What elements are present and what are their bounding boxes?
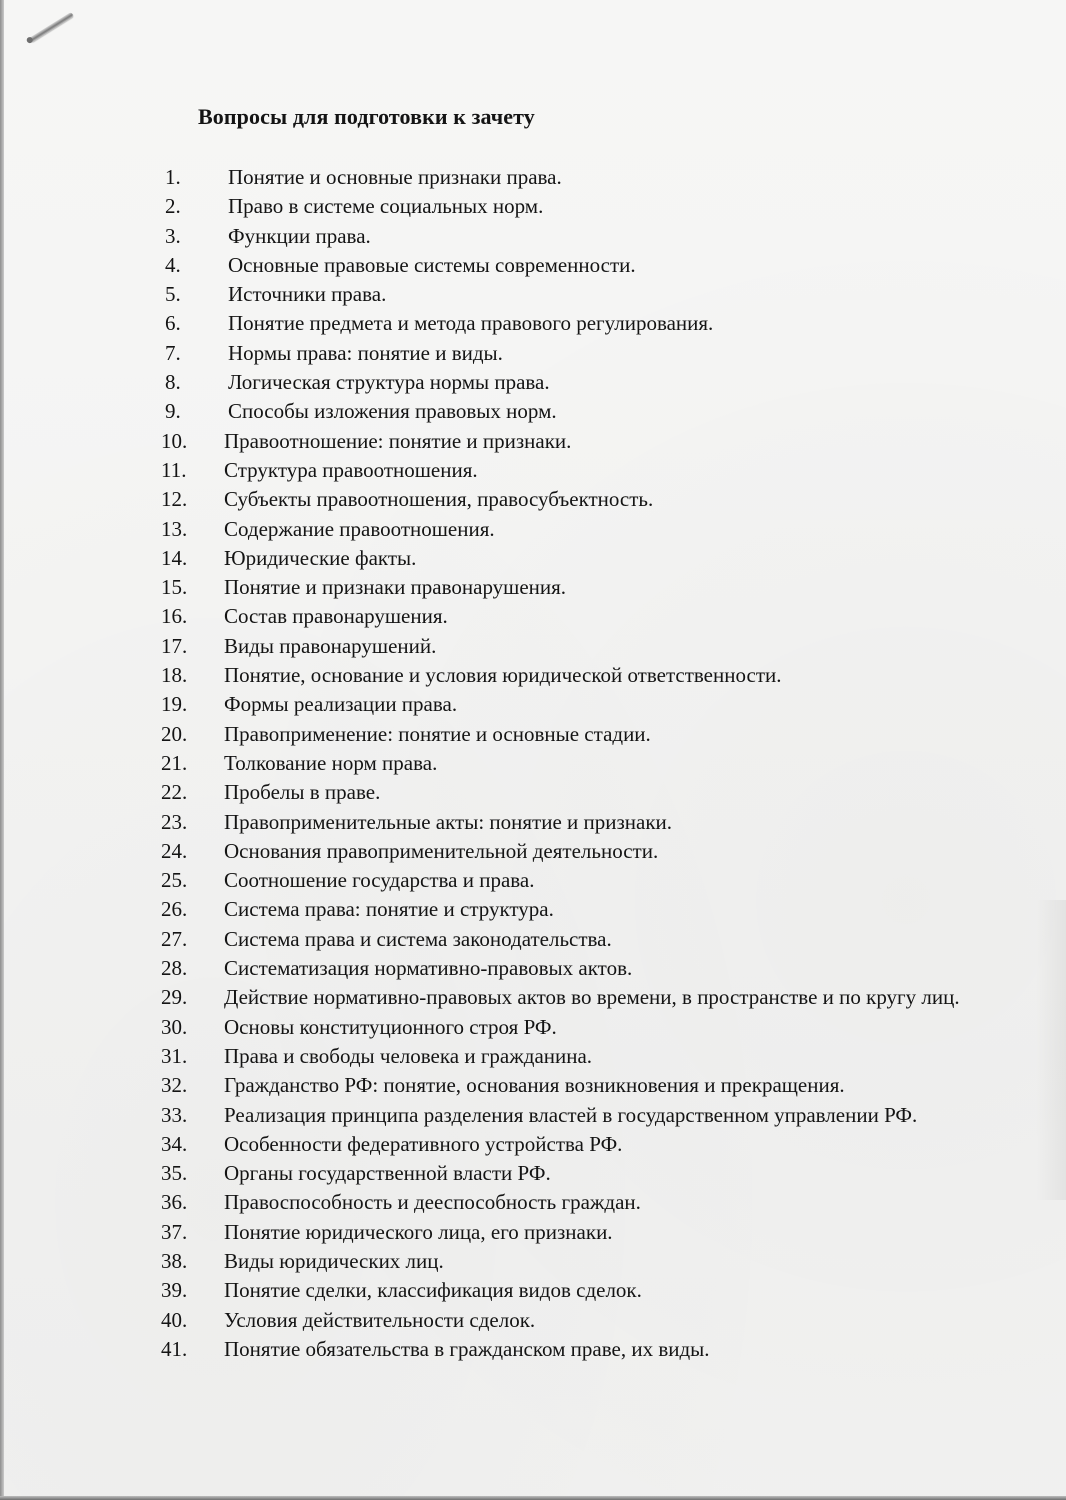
question-text: Система права и система законодательства. <box>224 926 612 951</box>
question-number: 13. <box>161 516 188 541</box>
question-item <box>148 573 994 602</box>
question-number: 28. <box>161 956 188 981</box>
question-number: 4. <box>165 252 181 277</box>
question-number: 18. <box>161 663 188 688</box>
question-number: 40. <box>161 1307 188 1332</box>
question-text: Гражданство РФ: понятие, основания возникновения и прекращения. <box>224 1073 845 1098</box>
question-item <box>148 456 994 485</box>
question-item <box>148 954 994 983</box>
question-item <box>148 778 994 807</box>
question-item <box>148 1101 994 1130</box>
question-text: Способы изложения правовых норм. <box>228 399 557 424</box>
question-text: Систематизация нормативно-правовых актов. <box>224 956 633 981</box>
question-item <box>148 749 994 778</box>
question-item <box>148 280 994 309</box>
question-text: Понятие юридического лица, его признаки. <box>224 1219 613 1244</box>
question-number: 32. <box>161 1073 188 1098</box>
scan-edge-bottom <box>0 1496 1066 1500</box>
question-item <box>148 661 994 690</box>
question-number: 11. <box>161 457 187 482</box>
question-text: Условия действительности сделок. <box>224 1307 536 1332</box>
question-item <box>148 866 994 895</box>
question-item <box>148 602 994 631</box>
question-number: 16. <box>161 604 188 629</box>
question-text: Формы реализации права. <box>224 692 458 717</box>
question-text: Понятие предмета и метода правового регулирования. <box>228 311 714 336</box>
question-text: Понятие сделки, классификация видов сделок. <box>224 1278 642 1303</box>
question-number: 12. <box>161 487 188 512</box>
question-number: 21. <box>161 750 188 775</box>
question-text: Правоприменительные акты: понятие и признаки. <box>224 809 673 834</box>
question-item <box>148 339 994 368</box>
question-text: Органы государственной власти РФ. <box>224 1161 551 1186</box>
question-number: 30. <box>161 1014 188 1039</box>
question-number: 22. <box>161 780 188 805</box>
question-number: 37. <box>161 1219 188 1244</box>
question-text: Правоотношение: понятие и признаки. <box>224 428 572 453</box>
question-item <box>148 544 994 573</box>
question-item <box>148 1071 994 1100</box>
question-number: 31. <box>161 1043 188 1068</box>
question-item <box>148 1306 994 1335</box>
page-title: Вопросы для подготовки к зачету <box>198 104 535 129</box>
question-text: Юридические факты. <box>224 545 417 570</box>
question-text: Структура правоотношения. <box>224 457 478 482</box>
question-number: 5. <box>165 282 181 307</box>
staple-icon <box>29 12 74 43</box>
question-item <box>148 895 994 924</box>
question-text: Понятие обязательства в гражданском праве, их виды. <box>224 1336 710 1361</box>
question-number: 36. <box>161 1190 188 1215</box>
question-item <box>148 1335 994 1364</box>
question-text: Правоспособность и дееспособность граждан. <box>224 1190 641 1215</box>
question-number: 24. <box>161 838 188 863</box>
question-item <box>148 983 994 1012</box>
question-item <box>148 1218 994 1247</box>
question-item <box>148 192 994 221</box>
question-text: Основные правовые системы современности. <box>228 252 636 277</box>
question-item <box>148 925 994 954</box>
question-item <box>148 632 994 661</box>
question-item <box>148 1276 994 1305</box>
question-text: Понятие и основные признаки права. <box>228 165 562 189</box>
question-item <box>148 1188 994 1217</box>
question-text: Виды юридических лиц. <box>224 1248 444 1273</box>
question-item <box>148 1159 994 1188</box>
question-text: Система права: понятие и структура. <box>224 897 554 922</box>
question-text: Основы конституционного строя РФ. <box>224 1014 557 1039</box>
question-number: 17. <box>161 633 188 658</box>
question-number: 7. <box>165 340 181 365</box>
question-item <box>148 251 994 280</box>
question-item <box>148 1247 994 1276</box>
question-item <box>148 1130 994 1159</box>
question-number: 19. <box>161 692 188 717</box>
question-number: 10. <box>161 428 188 453</box>
question-number: 29. <box>161 985 188 1010</box>
question-text: Нормы права: понятие и виды. <box>228 340 503 365</box>
question-number: 41. <box>161 1336 188 1361</box>
question-number: 38. <box>161 1248 188 1273</box>
question-item <box>148 1042 994 1071</box>
question-text: Соотношение государства и права. <box>224 868 535 893</box>
question-text: Реализация принципа разделения властей в государственном управлении РФ. <box>224 1102 918 1127</box>
question-number: 9. <box>165 399 181 424</box>
question-text: Логическая структура нормы права. <box>228 370 550 395</box>
question-number: 15. <box>161 575 188 600</box>
question-text: Особенности федеративного устройства РФ. <box>224 1131 623 1156</box>
question-item <box>148 222 994 251</box>
question-text: Правоприменение: понятие и основные стадии. <box>224 721 651 746</box>
question-text: Толкование норм права. <box>224 750 438 775</box>
scan-shadow <box>1036 900 1066 1200</box>
question-text: Понятие и признаки правонарушения. <box>224 575 567 600</box>
question-text: Права и свободы человека и гражданина. <box>224 1043 593 1068</box>
question-text: Пробелы в праве. <box>224 780 381 805</box>
question-item <box>148 163 994 192</box>
question-text: Субъекты правоотношения, правосубъектность. <box>224 487 654 512</box>
question-number: 14. <box>161 545 188 570</box>
question-item <box>148 720 994 749</box>
question-number: 34. <box>161 1131 188 1156</box>
question-number: 35. <box>161 1161 188 1186</box>
question-text: Источники права. <box>228 282 387 307</box>
question-item <box>148 368 994 397</box>
question-text: Право в системе социальных норм. <box>228 194 544 219</box>
question-number: 3. <box>165 223 181 248</box>
question-number: 27. <box>161 926 188 951</box>
question-number: 6. <box>165 311 181 336</box>
question-item <box>148 515 994 544</box>
question-text: Содержание правоотношения. <box>224 516 495 541</box>
question-item <box>148 808 994 837</box>
question-item <box>148 427 994 456</box>
question-item <box>148 309 994 338</box>
question-number: 33. <box>161 1102 188 1127</box>
question-text: Состав правонарушения. <box>224 604 448 629</box>
question-text: Основания правоприменительной деятельности. <box>224 838 659 863</box>
questions-list <box>148 163 994 1364</box>
question-item <box>148 397 994 426</box>
question-text: Действие нормативно-правовых актов во времени, в пространстве и по кругу лиц. <box>224 985 960 1010</box>
question-number: 1. <box>165 165 181 189</box>
question-number: 20. <box>161 721 188 746</box>
question-text: Понятие, основание и условия юридической ответственности. <box>224 663 782 688</box>
question-text: Функции права. <box>228 223 371 248</box>
question-text: Виды правонарушений. <box>224 633 437 658</box>
question-number: 39. <box>161 1278 188 1303</box>
scan-edge-left <box>0 0 4 1500</box>
question-item <box>148 485 994 514</box>
question-number: 2. <box>165 194 181 219</box>
question-number: 23. <box>161 809 188 834</box>
question-item <box>148 690 994 719</box>
question-item <box>148 1013 994 1042</box>
question-number: 25. <box>161 868 188 893</box>
question-item <box>148 837 994 866</box>
question-number: 8. <box>165 370 181 395</box>
question-number: 26. <box>161 897 188 922</box>
